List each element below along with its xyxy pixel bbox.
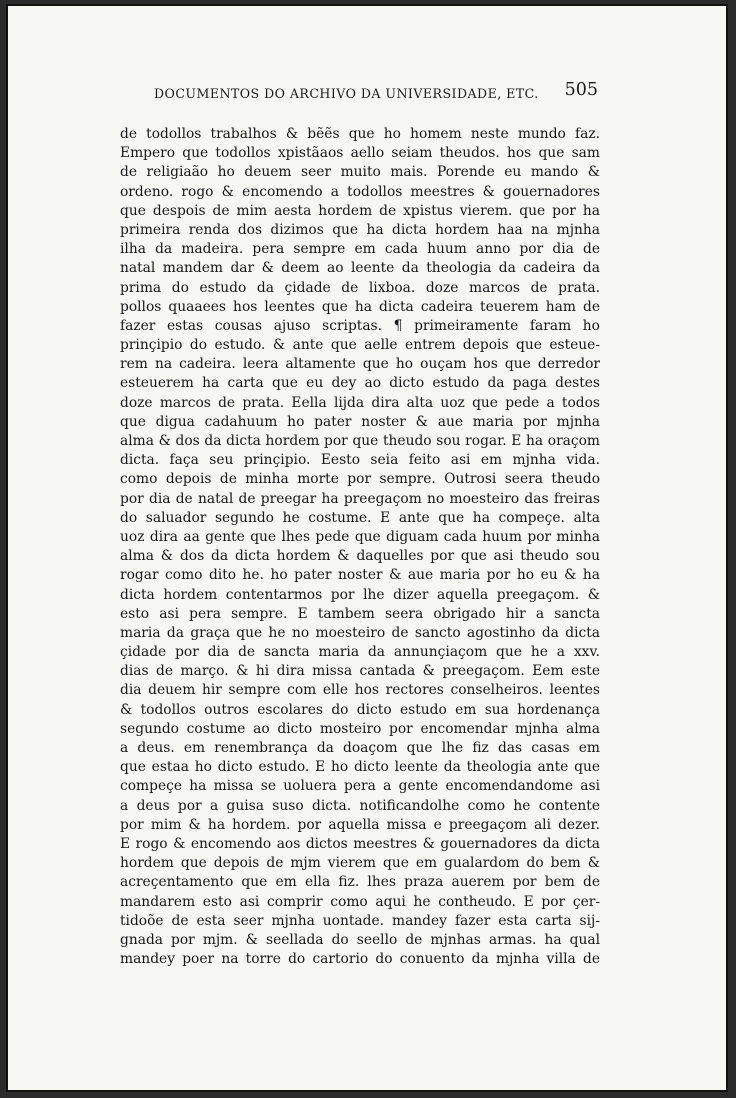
text-line: de religiaão ho deuem seer muito mais. Porende eu mando & bbox=[120, 164, 600, 181]
text-line: uoz dira aa gente que lhes pede que diguam cada huum por minha bbox=[120, 528, 600, 545]
text-line: esto asi pera sempre. E tambem seera obrigado hir a sancta bbox=[120, 605, 600, 622]
text-line: rogar como dito he. ho pater noster & aue maria por ho eu & ha bbox=[120, 567, 600, 584]
text-line: acreçentamento que em ella fiz. lhes praza auerem por bem de bbox=[120, 874, 600, 891]
text-line: dicta. faça seu prinçipio. Eesto seia feito asi em mjnha vida. bbox=[120, 452, 600, 469]
text-line: por mim & ha hordem. por aquella missa e preegaçom ali dezer. bbox=[120, 816, 600, 833]
text-line: alma & dos da dicta hordem & daquelles por que asi theudo sou bbox=[120, 548, 600, 565]
text-line: tidoõe de esta seer mjnha uontade. mandey fazer esta carta sij- bbox=[120, 912, 600, 929]
text-line: dia deuem hir sempre com elle hos rectores conselheiros. leentes bbox=[120, 682, 600, 699]
text-line: doze marcos de prata. Eella lijda dira alta uoz que pede a todos bbox=[120, 394, 600, 411]
text-line: que despois de mim aesta hordem de xpistus vierem. que por ha bbox=[120, 202, 600, 219]
page-number: 505 bbox=[564, 80, 598, 100]
header-title: DOCUMENTOS DO ARCHIVO DA UNIVERSIDADE, ETC. bbox=[154, 86, 539, 101]
text-line: natal mandem dar & deem ao leente da theologia da cadeira da bbox=[120, 260, 600, 277]
text-line: E rogo & encomendo aos dictos meestres & gouernadores da dicta bbox=[120, 835, 600, 852]
text-line: çidade por dia de sancta maria da annunçiaçom que he a xxv. bbox=[120, 644, 600, 661]
text-line: maria da graça que he no moesteiro de sancto agostinho da dicta bbox=[120, 624, 600, 641]
text-line: alma & dos da dicta hordem por que theudo sou rogar. E ha oraçom bbox=[120, 433, 600, 449]
text-line: hordem que depois de mjm vierem que em gualardom do bem & bbox=[120, 855, 600, 872]
text-line: dicta hordem contentarmos por lhe dizer aquella preegaçom. & bbox=[120, 586, 600, 603]
text-line: prima do estudo da çidade de lixboa. doze marcos de prata. bbox=[120, 279, 600, 296]
text-line: pollos quaaees hos leentes que ha dicta cadeira teuerem ham de bbox=[120, 298, 600, 315]
text-line: mandey poer na torre do cartorio do conuento da mjnha villa de bbox=[120, 951, 600, 968]
text-line: ordeno. rogo & encomendo a todollos meestres & gouernadores bbox=[120, 183, 600, 200]
text-line: como depois de minha morte por sempre. Outrosi seera theudo bbox=[120, 471, 600, 488]
text-line: ilha da madeira. pera sempre em cada huum anno por dia de bbox=[120, 241, 600, 258]
text-line: Empero que todollos xpistãaos aello seiam theudos. hos que sam bbox=[120, 145, 600, 162]
text-line: que digua cadahuum ho pater noster & aue maria por mjnha bbox=[120, 413, 600, 430]
text-line: rem na cadeira. leera altamente que ho ouçam hos que derredor bbox=[120, 356, 600, 373]
text-line: a deus por a guisa suso dicta. notificandolhe como he contente bbox=[120, 797, 600, 814]
text-line: esteuerem ha carta que eu dey ao dicto estudo da paga destes bbox=[120, 375, 600, 392]
text-line: primeira renda dos dizimos que ha dicta hordem haa na mjnha bbox=[120, 221, 600, 238]
text-line: & todollos outros escolares do dicto estudo em sua hordenança bbox=[120, 701, 600, 718]
text-line: prinçipio do estudo. & ante que aelle entrem depois que esteue- bbox=[120, 337, 600, 354]
text-line: que estaa ho dicto estudo. E ho dicto leente da theologia ante que bbox=[120, 759, 600, 776]
text-line: a deus. em renembrança da doaçom que lhe fiz das casas em bbox=[120, 740, 600, 756]
text-line: compeçe ha missa se uoluera pera a gente encomendandome asi bbox=[120, 778, 600, 795]
running-header bbox=[120, 82, 606, 106]
text-line: dias de março. & hi dira missa cantada & preegaçom. Eem este bbox=[120, 663, 600, 680]
text-line: do saluador segundo he costume. E ante que ha compeçe. alta bbox=[120, 509, 600, 526]
text-line: fazer estas cousas ajuso scriptas. ¶ primeiramente faram ho bbox=[120, 317, 600, 334]
text-line: segundo costume ao dicto mosteiro por encomendar mjnha alma bbox=[120, 720, 600, 737]
text-line: de todollos trabalhos & bẽẽs que ho homem neste mundo faz. bbox=[120, 126, 600, 142]
text-line: mandarem esto asi comprir como aqui he contheudo. E por çer- bbox=[120, 893, 600, 910]
text-line: gnada por mjm. & seellada do seello de mjnhas armas. ha qual bbox=[120, 931, 600, 948]
body-text bbox=[120, 125, 600, 969]
text-line: por dia de natal de preegar ha preegaçom no moesteiro das freiras bbox=[120, 490, 600, 507]
document-page bbox=[6, 4, 728, 1092]
